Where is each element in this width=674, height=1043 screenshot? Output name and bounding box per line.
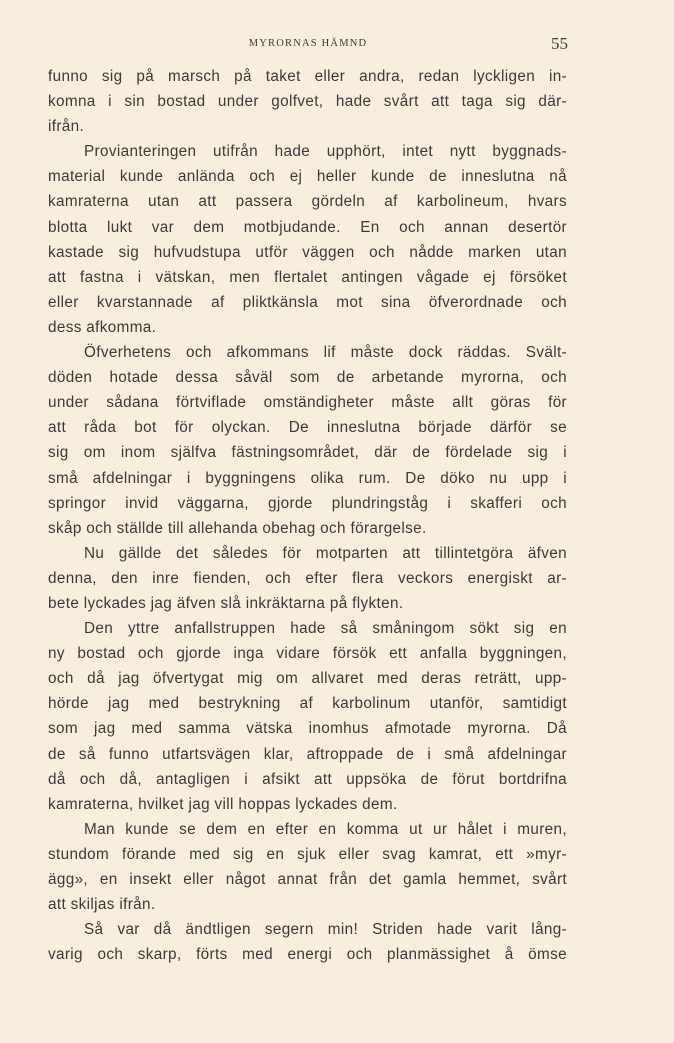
text-line: ifrån. (48, 118, 85, 136)
text-line: springor invid väggarna, gjorde plundringståg i skafferi och (48, 494, 567, 512)
text-line: kamraterna, hvilket jag vill hoppas lyckades dem. (48, 795, 398, 813)
text-line: material kunde anlända och ej heller kunde de inneslutna nå (48, 168, 567, 186)
text-line: Nu gällde det således för motparten att tillintetgöra äfven (84, 544, 567, 562)
text-line: som jag med samma vätska inomhus afmotade myrorna. Då (48, 720, 567, 738)
text-line: att skiljas ifrån. (48, 896, 156, 914)
text-line: Den yttre anfallstruppen hade så småningom sökt sig en (84, 620, 567, 638)
text-line: sig om inom själfva fästningsområdet, där de fördelade sig i (48, 444, 567, 462)
text-line: under sådana förtviflade omständigheter måste allt göras för (48, 394, 567, 412)
text-line: funno sig på marsch på taket eller andra, redan lyckligen in- (48, 68, 567, 85)
text-line: dess afkomma. (48, 318, 157, 336)
text-line: Provianteringen utifrån hade upphört, intet nytt byggnads- (84, 143, 567, 161)
text-line: då och då, antagligen i afsikt att uppsöka de förut bortdrifna (48, 770, 567, 788)
text-line: och då jag öfvertygat mig om allvaret med deras reträtt, upp- (48, 670, 567, 688)
body-text (48, 64, 567, 967)
page-number: 55 (551, 34, 568, 53)
text-line: varig och skarp, förts med energi och planmässighet å ömse (48, 946, 567, 964)
text-line: denna, den inre fienden, och efter flera veckors energiskt ar- (48, 569, 567, 587)
text-line: små afdelningar i byggningens olika rum. De döko nu upp i (48, 469, 567, 487)
text-line: ny bostad och gjorde inga vidare försök ett anfalla byggningen, (48, 645, 567, 663)
text-line: stundom förande med sig en sjuk eller svag kamrat, ett »myr- (48, 845, 567, 863)
text-line: kamraterna utan att passera gördeln af karbolineum, hvars (48, 193, 567, 211)
text-line: Öfverhetens och afkommans lif måste dock räddas. Svält- (84, 344, 567, 362)
page-header (48, 36, 568, 56)
text-line: eller kvarstannade af pliktkänsla mot sina öfverordnade och (48, 293, 567, 311)
text-line: Så var då ändtligen segern min! Striden hade varit lång- (84, 921, 567, 939)
running-title: MYRORNAS HÄMND (248, 38, 368, 49)
text-line: att fastna i vätskan, men flertalet antingen vågade ej försöket (48, 268, 567, 286)
text-line: kastade sig hufvudstupa utför väggen och nådde marken utan (48, 243, 567, 261)
text-line: hörde jag med bestrykning af karbolinum utanför, samtidigt (48, 695, 567, 713)
text-line: bete lyckades jag äfven slå inkräktarna på flykten. (48, 594, 404, 612)
text-line: komna i sin bostad under golfvet, hade svårt att taga sig där- (48, 93, 567, 111)
text-line: ägg», en insekt eller något annat från det gamla hemmet, svårt (48, 871, 567, 888)
text-line: skåp och ställde till allehanda obehag och förargelse. (48, 519, 427, 537)
text-line: att råda bot för olyckan. De inneslutna började därför se (48, 419, 567, 437)
text-line: de så funno utfartsvägen klar, aftroppade de i små afdelningar (48, 745, 567, 763)
text-line: Man kunde se dem en efter en komma ut ur hålet i muren, (84, 820, 567, 838)
text-line: döden hotade dessa såväl som de arbetande myrorna, och (48, 369, 567, 387)
text-line: blotta lukt var dem motbjudande. En och annan desertör (48, 218, 567, 236)
